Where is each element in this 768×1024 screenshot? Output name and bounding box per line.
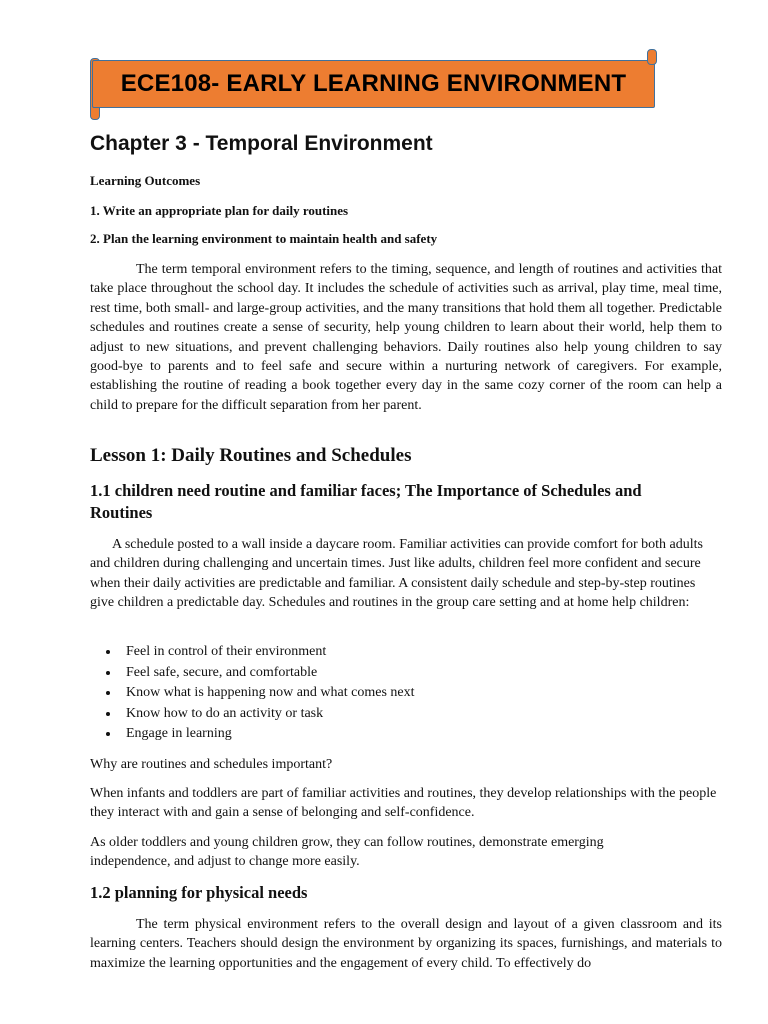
learning-outcome-1: 1. Write an appropriate plan for daily routines bbox=[90, 203, 349, 218]
section-1-1-heading: 1.1 children need routine and familiar faces; The Importance of Schedules and Routines bbox=[90, 481, 642, 522]
learning-outcomes-heading: Learning Outcomes bbox=[90, 173, 201, 188]
section-1-1-paragraph-2: When infants and toddlers are part of familiar activities and routines, they develop relationships with the people they interact with and gain a sense of belonging and self-confidence. bbox=[90, 786, 717, 821]
course-banner bbox=[92, 60, 655, 108]
intro-paragraph: The term temporal environment refers to the timing, sequence, and length of routines and activities that take place throughout the school day. It includes the schedule of activities such as arrival, play time, meal time, rest time, both small- and large-group activities, and the many transitions that hold them all together. Predictable schedules and routines create a sense of security, help young children to learn about their world, help them to adjust to new situations, and prevent challenging behaviors. Daily routines also help young children to say good-bye to parents and to feel safe and secure within a nurturing network of caregivers. For example, establishing the routine of reading a book together every day in the same cozy corner of the room can help a child to prepare for the difficult separation from her parent. bbox=[90, 262, 722, 413]
list-item: • Engage in learning bbox=[120, 724, 752, 745]
course-title: ECE108- EARLY LEARNING ENVIRONMENT bbox=[120, 70, 627, 97]
learning-outcome-2: 2. Plan the learning environment to maintain health and safety bbox=[90, 231, 438, 246]
benefits-list bbox=[96, 642, 752, 745]
lesson-1-heading: Lesson 1: Daily Routines and Schedules bbox=[90, 445, 412, 466]
list-item: • Know how to do an activity or task bbox=[120, 704, 752, 725]
list-item: • Feel in control of their environment bbox=[120, 642, 752, 663]
section-1-1-paragraph-3: As older toddlers and young children grow, they can follow routines, demonstrate emerging independence, and adjust to change more easily. bbox=[90, 835, 604, 870]
section-1-2-heading: 1.2 planning for physical needs bbox=[90, 883, 308, 902]
chapter-title: Chapter 3 - Temporal Environment bbox=[90, 132, 433, 155]
list-item: • Know what is happening now and what comes next bbox=[120, 683, 752, 704]
section-1-1-paragraph: A schedule posted to a wall inside a daycare room. Familiar activities can provide comfort for both adults and children during challenging and uncertain times. Just like adults, children feel more confident and secure when their daily activities are predictable and familiar. A consistent daily schedule and step-by-step routines give children a predictable day. Schedules and routines in the group care setting and at home help children: bbox=[90, 537, 703, 611]
section-1-2-paragraph: The term physical environment refers to the overall design and layout of a given classroom and its learning centers. Teachers should design the environment by organizing its spaces, furnishings, and materials to maximize the learning opportunities and the engagement of every child. To effectively do bbox=[90, 917, 722, 971]
question-text: Why are routines and schedules important? bbox=[90, 757, 333, 772]
banner-scroll-curl-right bbox=[647, 49, 657, 65]
list-item: • Feel safe, secure, and comfortable bbox=[120, 663, 752, 684]
